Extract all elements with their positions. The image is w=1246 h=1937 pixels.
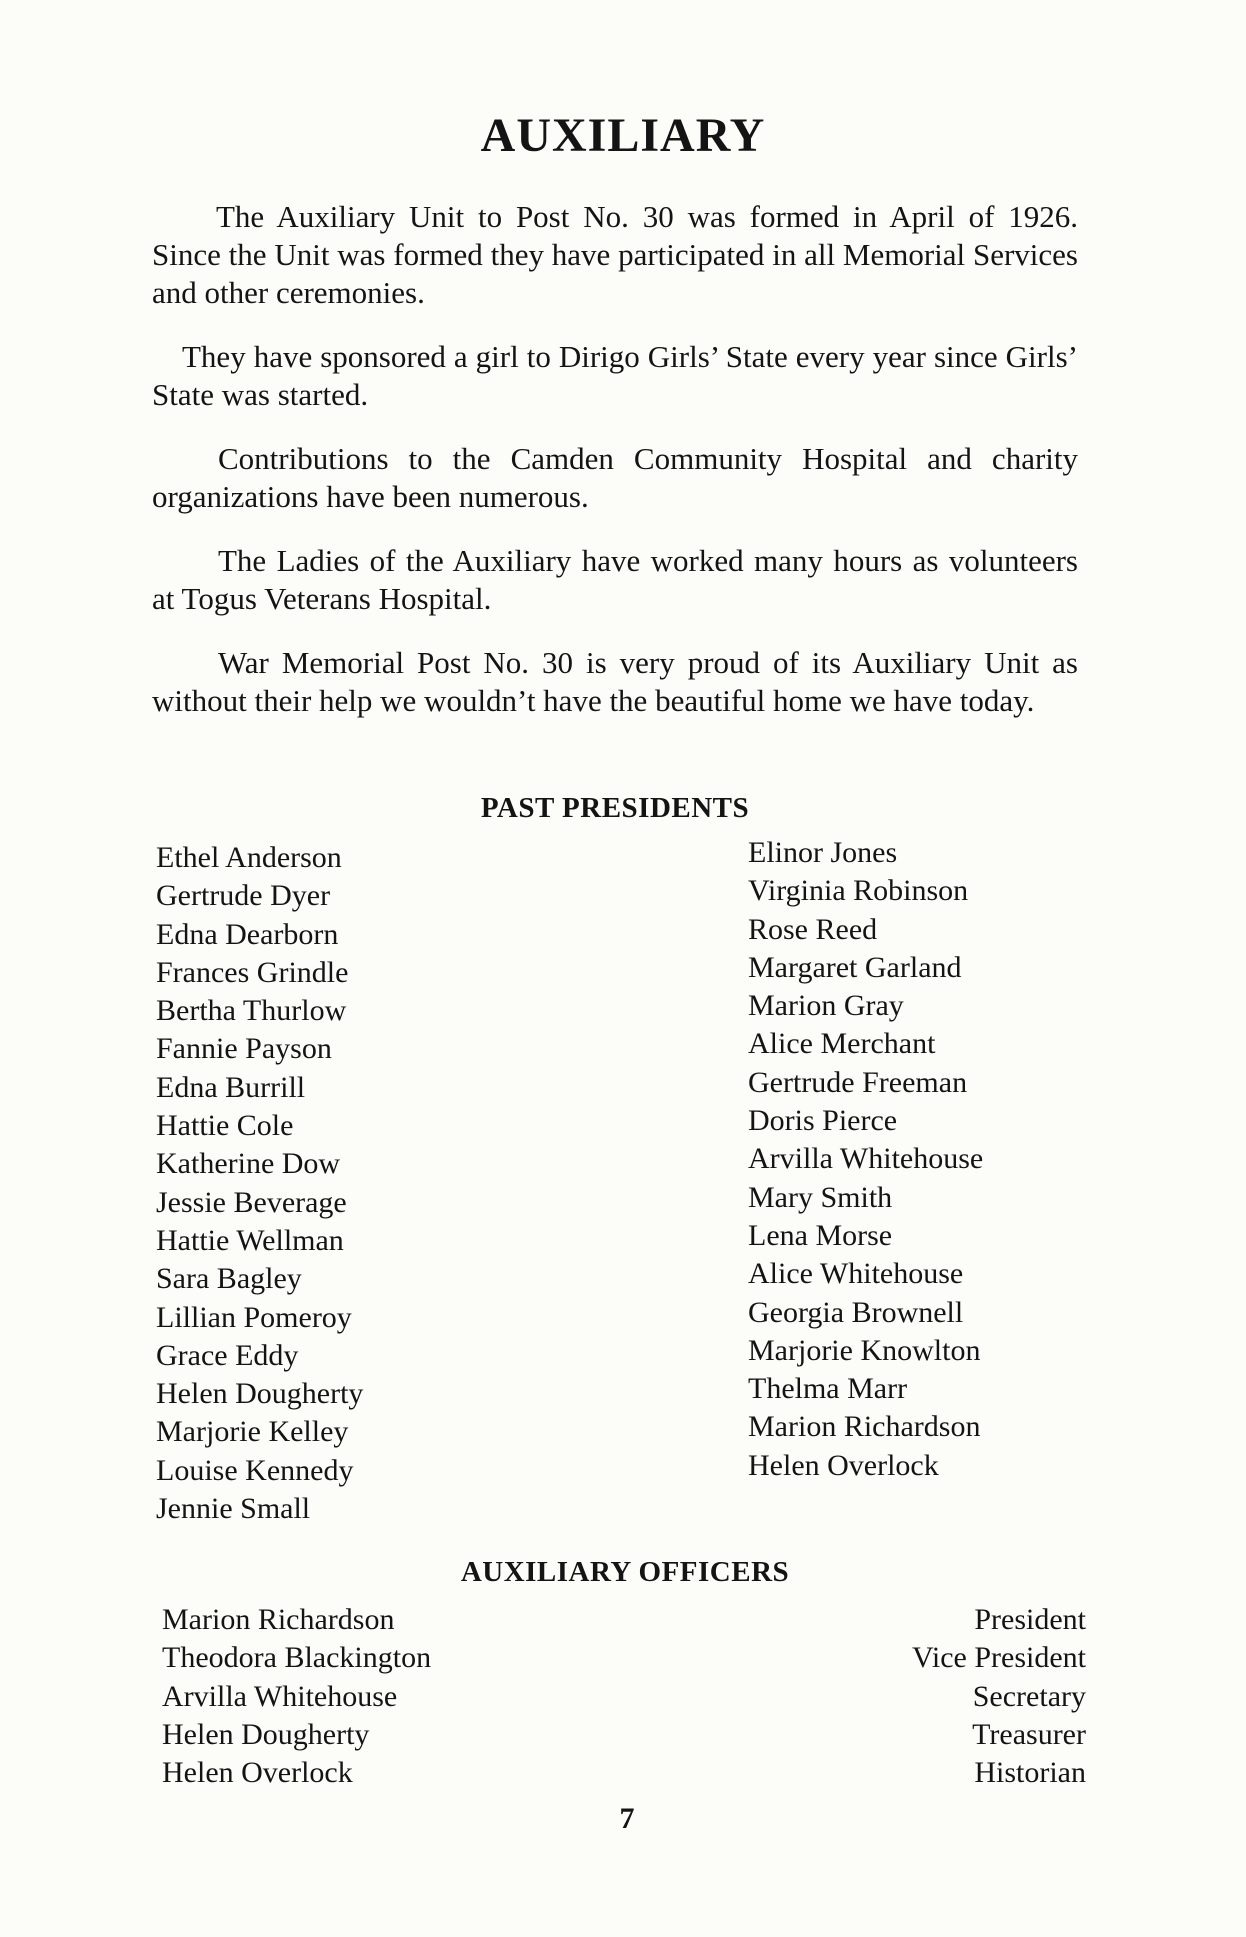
auxiliary-officers-heading: AUXILIARY OFFICERS <box>460 1556 790 1588</box>
list-item: Edna Burrill <box>156 1070 306 1104</box>
list-item: Marjorie Kelley <box>156 1415 349 1449</box>
list-item: Jennie Small <box>156 1492 311 1526</box>
officer-name: Theodora Blackington <box>162 1641 432 1675</box>
list-item: Sara Bagley <box>156 1262 302 1296</box>
list-item: Alice Whitehouse <box>748 1257 964 1291</box>
list-item: Virginia Robinson <box>748 874 969 908</box>
list-item: Louise Kennedy <box>156 1453 354 1487</box>
list-item: Lillian Pomeroy <box>156 1300 352 1334</box>
page-number: 7 <box>619 1802 635 1835</box>
officer-row <box>162 1639 1086 1677</box>
officers-list <box>162 1601 1086 1792</box>
list-item: Marion Gray <box>748 989 904 1023</box>
officer-role: Vice President <box>912 1641 1086 1675</box>
past-presidents-right-list <box>748 834 983 1485</box>
officer-row <box>162 1601 1086 1639</box>
officer-name: Helen Overlock <box>162 1756 353 1790</box>
list-item: Hattie Cole <box>156 1109 294 1143</box>
list-item: Thelma Marr <box>748 1372 908 1406</box>
officer-role: Secretary <box>972 1679 1086 1713</box>
list-item: Ethel Anderson <box>156 841 342 874</box>
list-item: Rose Reed <box>748 912 878 946</box>
paragraph-formation: The Auxiliary Unit to Post No. 30 was formed in April of 1926. Since the Unit was formed they have participated in all Memorial Services and other ceremonies. <box>152 199 1078 310</box>
officer-name: Arvilla Whitehouse <box>162 1679 398 1713</box>
officer-role: Historian <box>974 1756 1086 1790</box>
paragraph-contributions: Contributions to the Camden Community Hospital and charity organizations have been numerous. <box>152 441 1078 514</box>
list-item: Katherine Dow <box>156 1147 341 1181</box>
paragraph-pride: War Memorial Post No. 30 is very proud of its Auxiliary Unit as without their help we wouldn’t have the beautiful home we have today. <box>152 645 1078 718</box>
paragraph-girls-state: They have sponsored a girl to Dirigo Girls’ State every year since Girls’ State was started. <box>152 339 1078 412</box>
list-item: Gertrude Freeman <box>748 1065 968 1099</box>
list-item: Marjorie Knowlton <box>748 1333 981 1367</box>
list-item: Gertrude Dyer <box>156 879 331 913</box>
list-item: Jessie Beverage <box>156 1185 347 1219</box>
list-item: Grace Eddy <box>156 1338 299 1372</box>
officer-role: President <box>974 1603 1086 1636</box>
list-item: Helen Overlock <box>748 1448 939 1482</box>
list-item: Helen Dougherty <box>156 1377 364 1411</box>
list-item: Frances Grindle <box>156 955 349 989</box>
list-item: Georgia Brownell <box>748 1295 964 1329</box>
list-item: Doris Pierce <box>748 1104 898 1138</box>
past-presidents-heading: PAST PRESIDENTS <box>480 792 750 824</box>
list-item: Alice Merchant <box>748 1027 936 1061</box>
list-item: Elinor Jones <box>748 836 898 869</box>
page-title: AUXILIARY <box>480 109 766 162</box>
list-item: Hattie Wellman <box>156 1223 344 1257</box>
list-item: Mary Smith <box>748 1180 893 1214</box>
paragraph-volunteers: The Ladies of the Auxiliary have worked many hours as volunteers at Togus Veterans Hospital. <box>152 543 1078 616</box>
officer-row <box>162 1678 1086 1716</box>
list-item: Bertha Thurlow <box>156 994 347 1028</box>
officer-name: Marion Richardson <box>162 1603 395 1636</box>
officer-row <box>162 1754 1086 1792</box>
officer-role: Treasurer <box>972 1717 1086 1751</box>
officer-row <box>162 1716 1086 1754</box>
list-item: Lena Morse <box>748 1218 893 1252</box>
list-item: Margaret Garland <box>748 950 962 984</box>
past-presidents-left-list <box>156 839 363 1528</box>
list-item: Marion Richardson <box>748 1410 981 1444</box>
officer-name: Helen Dougherty <box>162 1717 370 1751</box>
list-item: Fannie Payson <box>156 1032 332 1066</box>
list-item: Arvilla Whitehouse <box>748 1142 984 1176</box>
list-item: Edna Dearborn <box>156 917 339 951</box>
